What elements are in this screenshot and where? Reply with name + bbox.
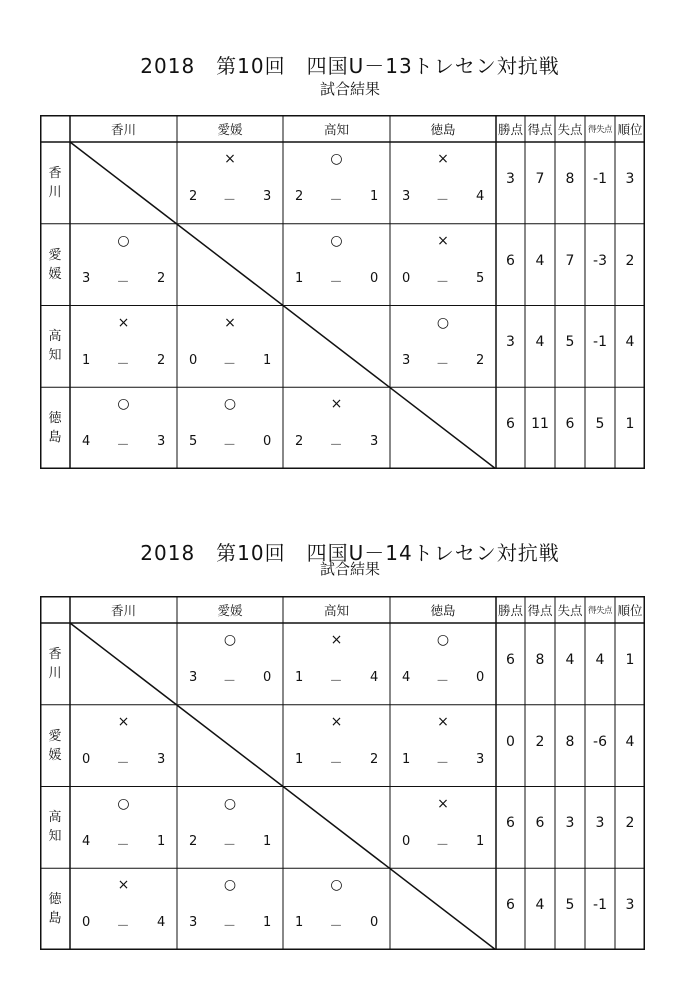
score-away: 0 (476, 670, 485, 685)
result-mark: ○ (117, 396, 130, 413)
row-header-char: 愛 (48, 728, 62, 744)
score-separator: － (436, 274, 450, 290)
result-mark: ○ (117, 232, 130, 249)
column-header-team: 高知 (323, 602, 349, 618)
goals-for-value: 8 (535, 651, 545, 668)
goals-against-value: 8 (565, 733, 575, 750)
row-header-team (40, 868, 70, 950)
result-mark: ○ (436, 632, 450, 648)
goals-against-value: 7 (565, 252, 575, 269)
column-header-stat: 勝点 (497, 121, 523, 137)
column-header-stat: 失点 (557, 121, 583, 137)
score-separator: － (329, 193, 343, 208)
goals-against-value: 5 (565, 897, 575, 914)
row-header-char: 媛 (48, 266, 62, 282)
row-header-char: 香 (48, 646, 62, 662)
score-separator: － (436, 356, 450, 372)
row-header-char: 島 (48, 430, 62, 446)
score-home: 1 (402, 751, 411, 767)
row-header-char: 島 (48, 911, 62, 927)
column-header-stat: 順位 (617, 121, 643, 137)
result-mark: × (330, 632, 343, 648)
goals-against-value: 6 (565, 416, 575, 433)
score-away: 4 (157, 915, 166, 931)
goals-for-value: 6 (535, 815, 545, 832)
score-home: 4 (402, 670, 411, 685)
column-header-stat: 得失点 (587, 124, 612, 135)
result-mark: ○ (117, 795, 130, 812)
score-separator: － (116, 837, 130, 853)
row-header-char: 知 (48, 348, 62, 364)
result-mark: × (330, 713, 343, 730)
score-home: 0 (82, 751, 91, 767)
goals-for-value: 4 (535, 897, 545, 914)
row-header-team (40, 387, 70, 469)
score-separator: － (223, 837, 237, 853)
score-home: 0 (402, 833, 411, 849)
score-separator: － (329, 674, 343, 689)
column-header-team: 愛媛 (217, 602, 243, 618)
result-mark: ○ (330, 151, 343, 167)
score-away: 3 (157, 751, 166, 767)
goal-diff-value: -1 (593, 334, 607, 351)
score-away: 0 (370, 915, 379, 931)
row-header-team (40, 306, 70, 388)
goals-for-value: 11 (531, 416, 549, 433)
row-header-team (40, 224, 70, 306)
points-value: 6 (506, 897, 515, 914)
goals-against-value: 3 (565, 815, 575, 832)
score-home: 2 (189, 189, 198, 204)
score-away: 0 (263, 434, 272, 450)
goals-for-value: 7 (535, 170, 545, 187)
result-mark: × (224, 314, 236, 331)
score-away: 1 (263, 833, 272, 849)
score-away: 3 (476, 751, 485, 767)
column-header-team: 香川 (110, 602, 136, 618)
result-mark: × (117, 713, 130, 730)
column-header-team: 徳島 (430, 602, 456, 618)
score-separator: － (223, 193, 237, 208)
page-subtitle: 試合結果 (319, 80, 380, 98)
page-title: 2018 第10回 四国U－14トレセン対抗戦 (140, 541, 560, 565)
goals-against-value: 5 (565, 334, 575, 351)
score-home: 1 (295, 670, 304, 685)
score-home: 2 (189, 833, 198, 849)
result-mark: × (437, 713, 449, 730)
row-header-char: 高 (48, 329, 62, 345)
points-value: 6 (506, 416, 515, 433)
column-header-stat: 得点 (527, 121, 553, 137)
score-separator: － (436, 674, 450, 689)
goal-diff-value: -1 (593, 170, 607, 187)
column-header-stat: 勝点 (497, 602, 523, 618)
row-header-char: 愛 (48, 247, 62, 263)
score-separator: － (116, 755, 130, 771)
row-header-team (40, 705, 70, 787)
result-mark: ○ (436, 314, 450, 331)
score-separator: － (329, 919, 343, 935)
result-mark: × (437, 151, 449, 167)
score-separator: － (436, 755, 450, 771)
result-mark: ○ (223, 632, 237, 648)
score-separator: － (116, 438, 130, 454)
score-home: 2 (295, 189, 304, 204)
score-away: 2 (476, 352, 485, 368)
row-header-char: 媛 (48, 747, 62, 763)
result-mark: × (224, 151, 236, 167)
score-home: 0 (189, 352, 198, 368)
score-separator: － (436, 193, 450, 208)
column-header-stat: 順位 (617, 602, 643, 618)
score-away: 4 (476, 189, 485, 204)
row-header-team (40, 142, 70, 224)
row-header-char: 徳 (48, 411, 62, 427)
rank-value: 3 (625, 897, 635, 914)
score-away: 2 (157, 352, 166, 368)
column-header-team: 愛媛 (217, 121, 243, 137)
score-separator: － (329, 274, 343, 290)
score-away: 5 (476, 270, 485, 286)
result-mark: ○ (330, 877, 343, 894)
result-mark: × (117, 877, 130, 894)
results-table (40, 115, 645, 469)
rank-value: 2 (625, 252, 635, 269)
score-home: 5 (189, 434, 198, 450)
column-header-team: 徳島 (430, 121, 456, 137)
result-mark: ○ (223, 877, 237, 894)
result-mark: ○ (223, 795, 237, 812)
score-home: 3 (402, 352, 411, 368)
score-separator: － (223, 674, 237, 689)
result-mark: × (330, 396, 343, 413)
row-header-team (40, 787, 70, 869)
goal-diff-value: 4 (595, 651, 605, 668)
points-value: 6 (506, 252, 515, 269)
rank-value: 1 (625, 416, 635, 433)
score-away: 1 (263, 915, 272, 931)
page-title: 2018 第10回 四国U－13トレセン対抗戦 (140, 54, 560, 78)
result-mark: × (437, 232, 449, 249)
column-header-team: 高知 (323, 121, 349, 137)
score-home: 3 (82, 270, 91, 286)
page-subtitle: 試合結果 (319, 560, 380, 578)
rank-value: 4 (625, 733, 635, 750)
score-separator: － (223, 919, 237, 935)
column-header-stat: 得点 (527, 602, 553, 618)
score-separator: － (116, 274, 130, 290)
score-away: 0 (263, 670, 272, 685)
result-mark: × (117, 314, 130, 331)
goals-for-value: 2 (535, 733, 545, 750)
column-header-stat: 失点 (557, 602, 583, 618)
score-away: 3 (157, 434, 166, 450)
rank-value: 3 (625, 170, 635, 187)
result-mark: ○ (330, 232, 343, 249)
row-header-char: 香 (48, 165, 62, 181)
result-mark: ○ (223, 396, 237, 413)
score-away: 4 (370, 670, 379, 685)
goals-against-value: 8 (565, 170, 575, 187)
rank-value: 1 (625, 651, 635, 668)
score-separator: － (436, 837, 450, 853)
score-away: 3 (263, 189, 272, 204)
score-away: 3 (370, 434, 379, 450)
score-home: 4 (82, 434, 91, 450)
score-home: 2 (295, 434, 304, 450)
goals-against-value: 4 (565, 651, 575, 668)
column-header-team: 香川 (110, 121, 136, 137)
score-away: 1 (263, 352, 272, 368)
score-home: 1 (295, 270, 304, 286)
score-home: 0 (402, 270, 411, 286)
score-home: 4 (82, 833, 91, 849)
score-home: 3 (402, 189, 411, 204)
goal-diff-value: -1 (593, 897, 607, 914)
score-away: 0 (370, 270, 379, 286)
score-away: 1 (157, 833, 166, 849)
goal-diff-value: -3 (593, 252, 607, 269)
score-away: 1 (370, 189, 379, 204)
goal-diff-value: -6 (593, 733, 607, 750)
score-separator: － (223, 438, 237, 454)
score-away: 2 (157, 270, 166, 286)
points-value: 6 (506, 651, 515, 668)
score-home: 3 (189, 915, 198, 931)
column-header-stat: 得失点 (587, 605, 612, 616)
score-home: 1 (82, 352, 91, 368)
results-table (40, 596, 645, 950)
row-header-char: 知 (48, 829, 62, 845)
points-value: 6 (506, 815, 515, 832)
score-away: 1 (476, 833, 485, 849)
score-separator: － (223, 356, 237, 372)
points-value: 3 (506, 334, 515, 351)
rank-value: 4 (625, 334, 635, 351)
score-separator: － (329, 438, 343, 454)
goals-for-value: 4 (535, 252, 545, 269)
score-home: 0 (82, 915, 91, 931)
score-home: 1 (295, 751, 304, 767)
row-header-char: 川 (48, 665, 62, 681)
goals-for-value: 4 (535, 334, 545, 351)
score-home: 1 (295, 915, 304, 931)
result-mark: × (437, 795, 449, 812)
score-separator: － (116, 919, 130, 935)
score-home: 3 (189, 670, 198, 685)
row-header-char: 川 (48, 184, 62, 200)
row-header-char: 徳 (48, 892, 62, 908)
goal-diff-value: 3 (595, 815, 605, 832)
rank-value: 2 (625, 815, 635, 832)
points-value: 0 (506, 733, 515, 750)
points-value: 3 (506, 170, 515, 187)
goal-diff-value: 5 (595, 416, 605, 433)
row-header-team (40, 623, 70, 705)
score-separator: － (329, 755, 343, 771)
score-separator: － (116, 356, 130, 372)
row-header-char: 高 (48, 810, 62, 826)
score-away: 2 (370, 751, 379, 767)
